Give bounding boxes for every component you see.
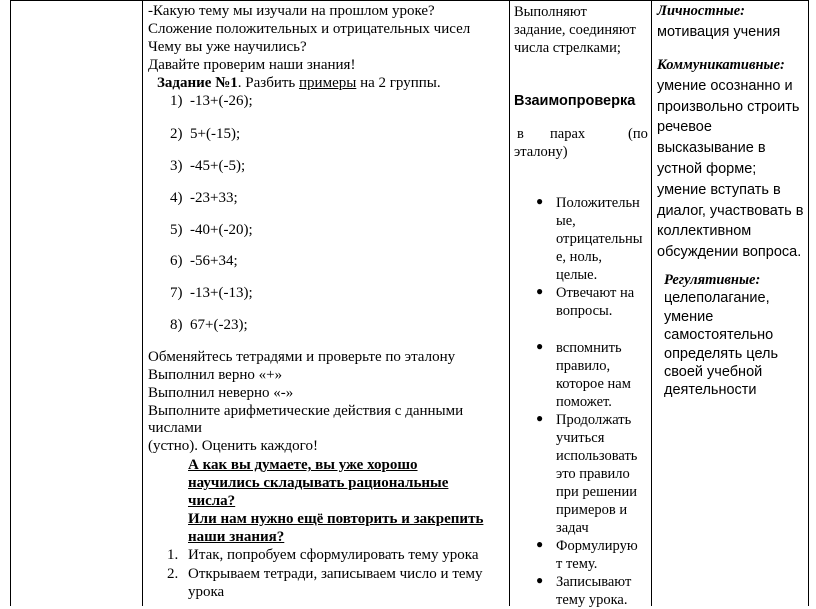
bullet-text: Продолжать (556, 412, 632, 428)
regulatory-heading: Регулятивные: (664, 272, 761, 288)
question-line: числа? (188, 493, 236, 509)
instruction-line: Выполните арифметические действия с данными (148, 403, 464, 419)
example-item: 3) -45+(-5); (170, 158, 246, 174)
example-item: 8) 67+(-23); (170, 317, 248, 333)
question-line: А как вы думаете, вы уже хорошо (188, 457, 418, 473)
bullet-text: задач (556, 520, 589, 536)
example-item: 1) -13+(-26); (170, 93, 253, 109)
task-text-end: на 2 группы. (356, 75, 441, 91)
bullet-text: Отвечают на (556, 285, 635, 301)
communicative-block (657, 55, 807, 263)
outcome-line: произвольно строить (657, 98, 800, 115)
outcome-line: самостоятельно (664, 327, 774, 344)
personal-heading: Личностные: (657, 3, 746, 19)
example-item: 7) -13+(-13); (170, 285, 253, 301)
question-line: Или нам нужно ещё повторить и закрепить (188, 511, 484, 527)
bullet-text: учиться (556, 430, 605, 446)
outcome-line: целеполагание, (664, 290, 770, 307)
instruction-line: Выполнил неверно «-» (148, 385, 294, 401)
numbered-item: 1. (167, 547, 179, 563)
bullet-icon: ● (536, 537, 544, 551)
outcome-line: высказывание в (657, 140, 766, 157)
bullet-icon: ● (536, 194, 544, 208)
intro-line: Сложение положительных и отрицательных чисел (148, 21, 471, 37)
bullet-icon: ● (536, 411, 544, 425)
bullet-text: которое нам (556, 376, 631, 392)
task-label: Задание №1 (157, 75, 238, 91)
numbered-item-text: Открываем тетради, записываем число и тему (188, 566, 483, 582)
outcome-line: речевое (657, 119, 712, 136)
bullet-text: Записывают (556, 574, 632, 590)
bullet-icon: ● (536, 573, 544, 587)
question-line: научились складывать рациональные (188, 475, 449, 491)
outcome-line: умение вступать в (657, 181, 781, 198)
bullet-text: поможет. (556, 394, 612, 410)
pairs-word: в (517, 126, 524, 142)
column-divider-3 (651, 0, 652, 606)
intro-line: Давайте проверим наши знания! (148, 57, 356, 73)
question-line: наши знания? (188, 529, 285, 545)
bullet-icon: ● (536, 339, 544, 353)
bullet-text: использовать (556, 448, 638, 464)
intro-line: Чему вы уже научились? (148, 39, 307, 55)
outcome-line: диалог, участвовать в (657, 202, 804, 219)
bullet-text: Формулирую (556, 538, 638, 554)
intro-line: -Какую тему мы изучали на прошлом уроке? (148, 3, 435, 19)
task-heading (157, 74, 441, 92)
example-item: 6) -56+34; (170, 253, 238, 269)
bullet-text: ые, (556, 213, 576, 229)
instruction-line: числами (148, 420, 202, 436)
outcome-line: обсуждении вопроса. (657, 244, 802, 261)
numbered-item-text: Итак, попробуем сформулировать тему урока (188, 547, 479, 563)
pairs-word: эталону) (514, 144, 568, 160)
outcome-line: умение (664, 308, 714, 325)
student-line: задание, соединяют (514, 22, 636, 38)
pairs-word: (по (628, 126, 648, 142)
bullet-text: Положительн (556, 195, 640, 211)
pairs-word: парах (550, 126, 586, 142)
instruction-line: Обменяйтесь тетрадями и проверьте по эталону (148, 349, 456, 365)
bullet-icon: ● (536, 284, 544, 298)
example-item: 5) -40+(-20); (170, 222, 253, 238)
bullet-text: т тему. (556, 556, 598, 572)
bullet-text: при решении (556, 484, 637, 500)
task-text: . Разбить (237, 75, 300, 91)
instruction-line: (устно). Оценить каждого! (148, 438, 318, 454)
bullet-text: тему урока. (556, 592, 628, 608)
outcome-line: умение осознанно и (657, 77, 793, 94)
bullet-text: это правило (556, 466, 630, 482)
column-divider-1 (142, 0, 143, 606)
outcome-line: своей учебной (664, 364, 763, 381)
numbered-item-text: урока (188, 584, 225, 600)
task-underlined-word: примеры (299, 75, 357, 91)
bullet-text: примеров и (556, 502, 628, 518)
bullet-text: правило, (556, 358, 611, 374)
numbered-item: 2. (167, 566, 179, 582)
bullet-text: целые. (556, 267, 598, 283)
table-left-border (10, 0, 11, 606)
regulatory-block (664, 271, 814, 400)
outcome-line: деятельности (664, 382, 757, 399)
student-line: числа стрелками; (514, 40, 621, 56)
bullet-text: отрицательны (556, 231, 643, 247)
mutual-check-heading: Взаимопроверка (514, 93, 636, 109)
outcome-line: устной форме; (657, 160, 757, 177)
bullet-text: вопросы. (556, 303, 613, 319)
outcome-line: коллективном (657, 223, 752, 240)
column-divider-2 (509, 0, 510, 606)
personal-block (657, 1, 807, 43)
student-line: Выполняют (514, 4, 587, 20)
bullet-text: е, ноль, (556, 249, 602, 265)
personal-text: мотивация учения (657, 23, 781, 40)
instruction-line: Выполнил верно «+» (148, 367, 283, 383)
example-item: 4) -23+33; (170, 190, 238, 206)
communicative-heading: Коммуникативные: (657, 57, 785, 73)
bullet-text: вспомнить (556, 340, 622, 356)
outcome-line: определять цель (664, 345, 779, 362)
intro-block (148, 2, 506, 74)
example-item: 2) 5+(-15); (170, 126, 241, 142)
